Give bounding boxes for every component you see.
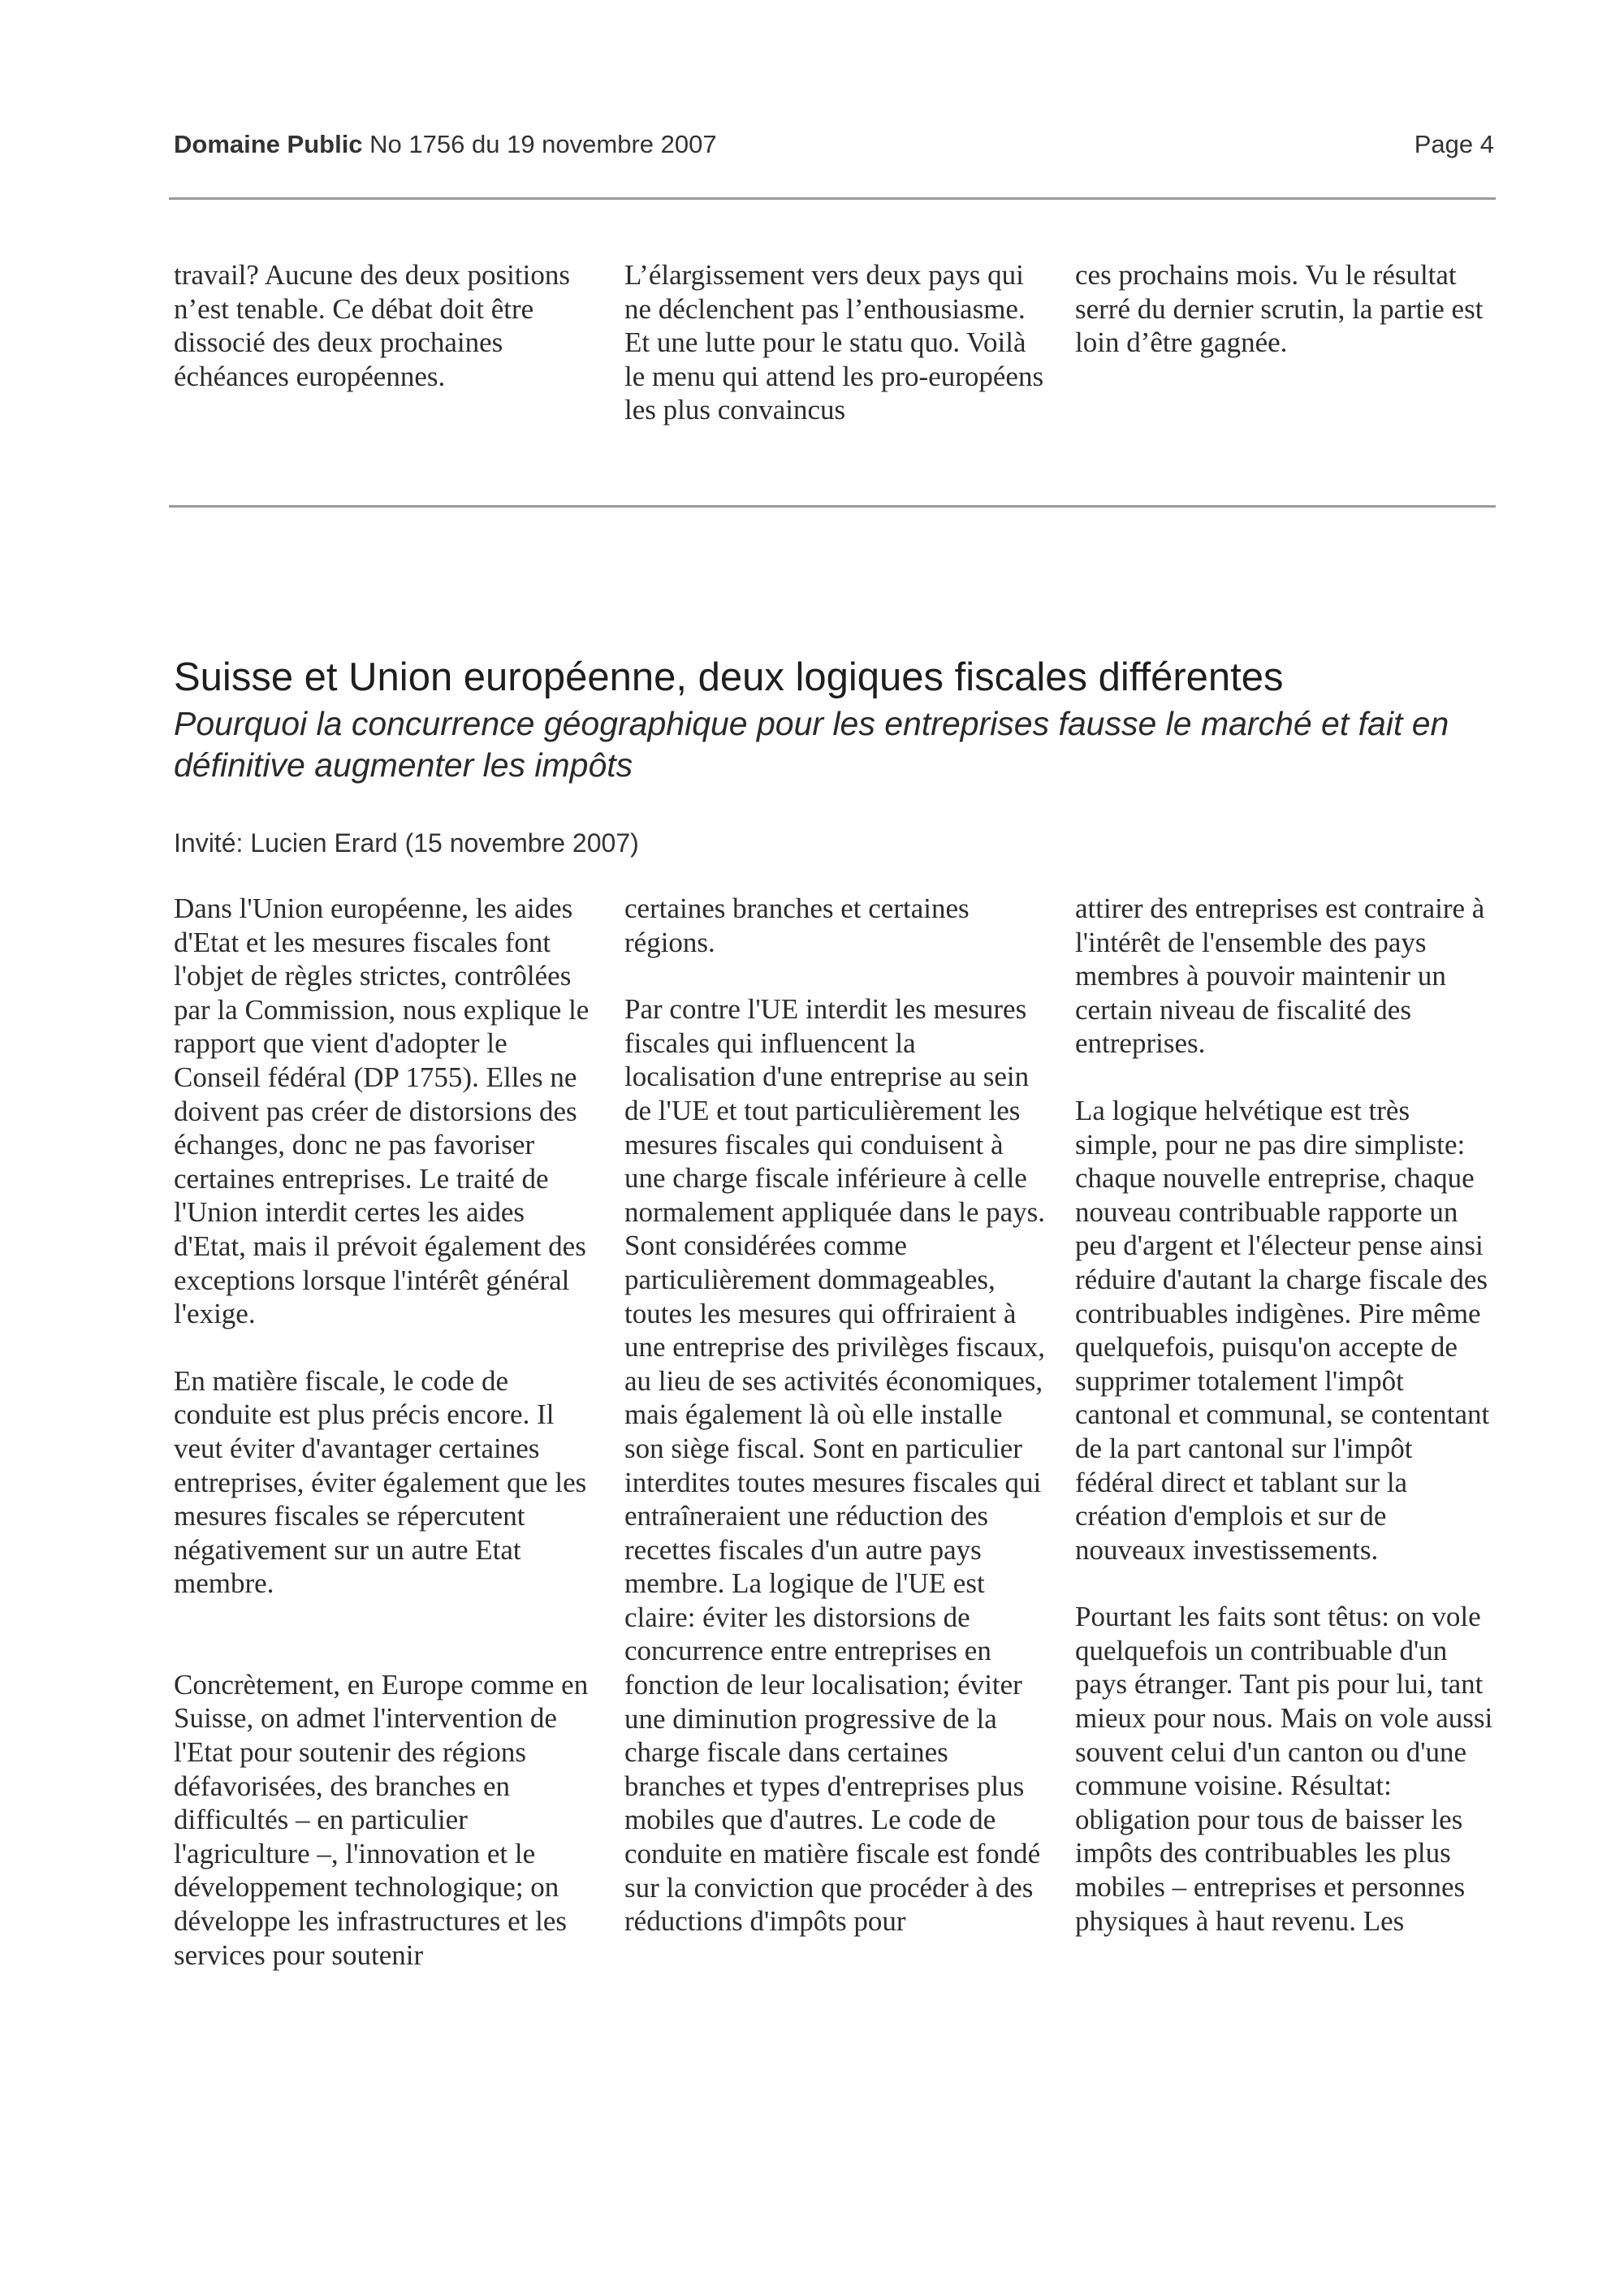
paragraph: Par contre l'UE interdit les mesures fiscales qui influencent la localisation d'une entreprise au sein de l'UE et tout particulièrement les mesures fiscales qui conduisent à une charge fiscale inférieure à celle normalement appliquée dans le pays. Sont considérées comme particulièrement dommageables, toutes les mesures qui offriraient à une entreprise des privilèges fiscaux, au lieu de ses activités économiques, mais également là où elle installe son siège fiscal. Sont en particulier interdites toutes mesures fiscales qui entraîneraient une réduction des recettes fiscales d'un autre pays membre. La logique de l'UE est claire: éviter les distorsions de concurrence entre entreprises en fonction de leur localisation; éviter une diminution progressive de la charge fiscale dans certaines branches et types d'entreprises plus mobiles que d'autres. Le code de conduite en matière fiscale est fondé sur la conviction que procéder à des réductions d'impôts pour [624, 993, 1046, 1938]
paragraph: attirer des entreprises est contraire à l'intérêt de l'ensemble des pays membres à pouvoir maintenir un certain niveau de fiscalité des entreprises. [1075, 892, 1485, 1060]
previous-article-columns [174, 258, 1497, 460]
header-divider [169, 197, 1496, 200]
page-header [174, 130, 1494, 171]
previous-article-column-3 [1075, 258, 1497, 460]
previous-article-column-2 [624, 258, 1047, 460]
article-column-3 [1075, 892, 1497, 2005]
paragraph: ces prochains mois. Vu le résultat serré du dernier scrutin, la partie est loin d’être gagnée. [1075, 259, 1484, 359]
paragraph: Dans l'Union européenne, les aides d'Etat et les mesures fiscales font l'objet de règles strictes, contrôlées par la Commission, nous explique le rapport que vient d'adopter le Conseil fédéral (DP 1755). Elles ne doivent pas créer de distorsions des échanges, donc ne pas favoriser certaines entreprises. Le traité de l'Union interdit certes les aides d'Etat, mais il prévoit également des exceptions lorsque l'intérêt général l'exige. [174, 892, 590, 1330]
paragraph: La logique helvétique est très simple, pour ne pas dire simpliste: chaque nouvelle entreprise, chaque nouveau contribuable rapporte un peu d'argent et l'électeur pense ainsi réduire d'autant la charge fiscale des contribuables indigènes. Pire même quelquefois, puisqu'on accepte de supprimer totalement l'impôt cantonal et communal, se contentant de la part cantonal sur l'impôt fédéral direct et tablant sur la création d'emplois et sur de nouveaux investissements. [1075, 1094, 1490, 1566]
article-title: Suisse et Union européenne, deux logiques fiscales différentes [174, 655, 1284, 699]
article-subtitle: Pourquoi la concurrence géographique pour les entreprises fausse le marché et fait en définitive augmenter les impôts [174, 705, 1449, 784]
issue-info: No 1756 du 19 novembre 2007 [369, 130, 717, 158]
publication-name: Domaine Public [174, 130, 363, 158]
article-divider [169, 505, 1496, 508]
paragraph: travail? Aucune des deux positions n’est tenable. Ce débat doit être dissocié des deux prochaines échéances européennes. [174, 259, 570, 392]
previous-article-column-1 [174, 258, 596, 460]
paragraph: L’élargissement vers deux pays qui ne déclenchent pas l’enthousiasme. Et une lutte pour le statu quo. Voilà le menu qui attend les pro-européens les plus convaincus [624, 259, 1044, 426]
paragraph: Concrètement, en Europe comme en Suisse, on admet l'intervention de l'Etat pour soutenir des régions défavorisées, des branches en difficultés – en particulier l'agriculture –, l'innovation et le développement technologique; on développe les infrastructures et les services pour soutenir [174, 1668, 589, 1971]
paragraph: En matière fiscale, le code de conduite est plus précis encore. Il veut éviter d'avantager certaines entreprises, éviter également que les mesures fiscales se répercutent négativement sur un autre Etat membre. [174, 1364, 587, 1600]
paragraph: certaines branches et certaines régions. [624, 892, 970, 958]
paragraph: Pourtant les faits sont têtus: on vole quelquefois un contribuable d'un pays étranger. Tant pis pour lui, tant mieux pour nous. Mais on vole aussi souvent celui d'un canton ou d'une commune voisine. Résultat: obligation pour tous de baisser les impôts des contribuables les plus mobiles – entreprises et personnes physiques à haut revenu. Les [1075, 1601, 1493, 1937]
article-column-1 [174, 892, 596, 2005]
article-byline: Invité: Lucien Erard (15 novembre 2007) [174, 828, 639, 858]
page-number: Page 4 [1414, 130, 1494, 158]
article-body [174, 892, 1497, 2005]
article-column-2 [624, 892, 1047, 2005]
